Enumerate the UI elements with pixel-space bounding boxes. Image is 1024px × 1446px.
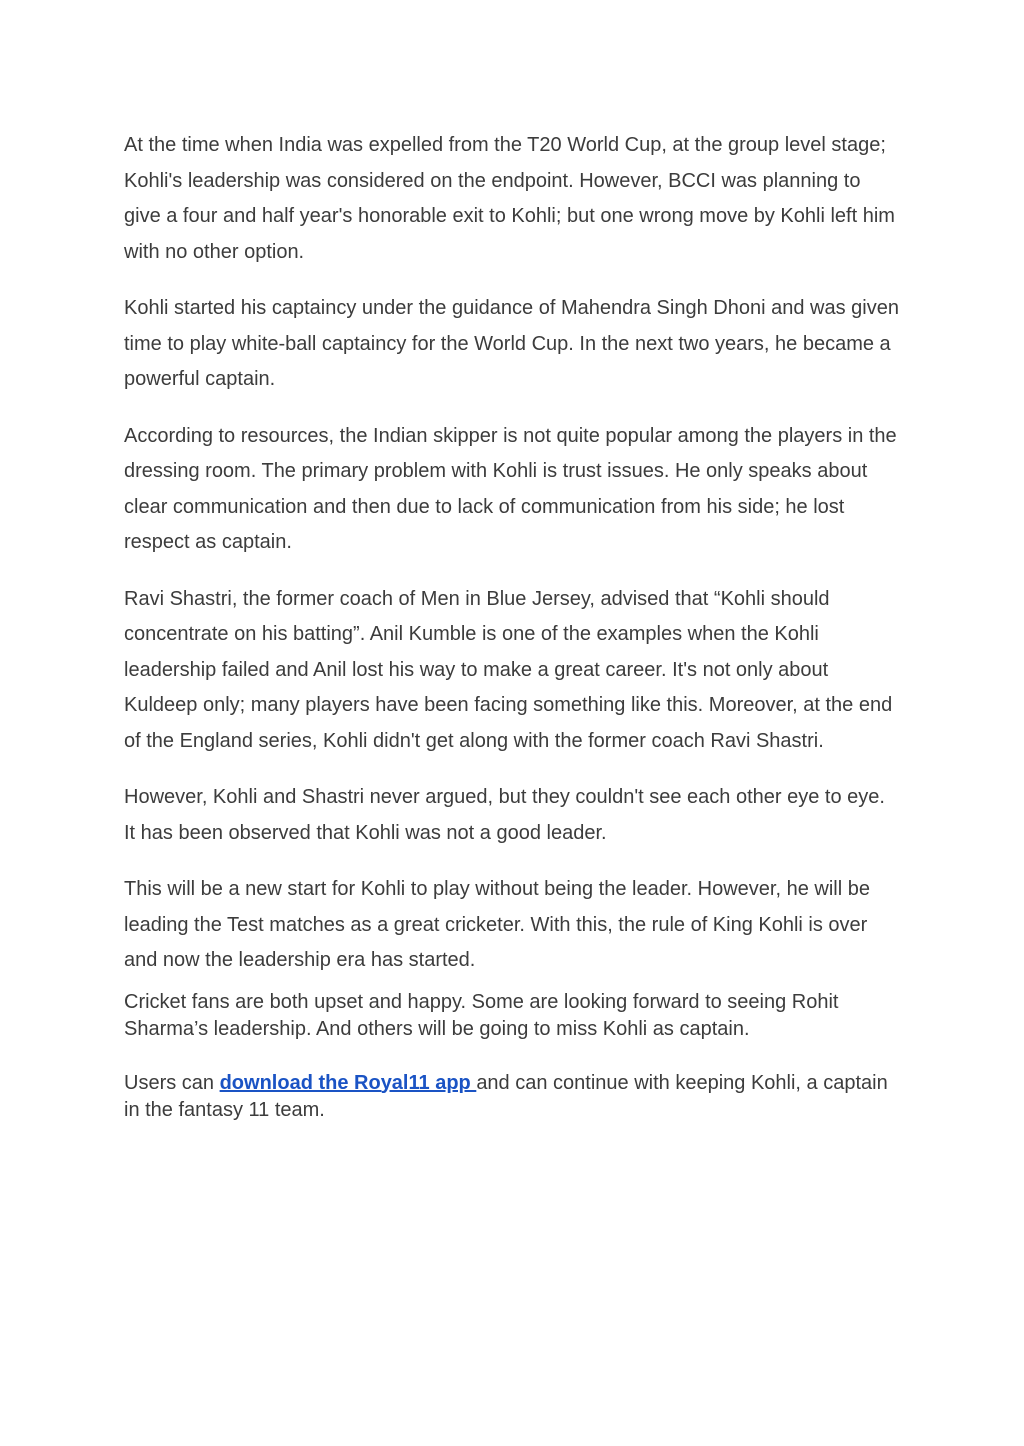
paragraph-download-cta xyxy=(124,1070,900,1124)
cta-text-before: Users can xyxy=(124,1071,220,1094)
paragraph-world-cup-exit: At the time when India was expelled from the T20 World Cup, at the group level stage; Kohli's leadership was considered on the endpoint. However, BCCI was planning to give a four and half year's honorable exit to Kohli; but one wrong move by Kohli left him with no other option. xyxy=(124,134,895,263)
paragraph-ravi-shastri: Ravi Shastri, the former coach of Men in Blue Jersey, advised that “Kohli should concentrate on his batting”. Anil Kumble is one of the examples when the Kohli leadership failed and Anil lost his way to make a great career. It's not only about Kuldeep only; many players have been facing something like this. Moreover, at the end of the England series, Kohli didn't get along with the former coach Ravi Shastri. xyxy=(124,587,893,752)
paragraph-captaincy-start: Kohli started his captaincy under the guidance of Mahendra Singh Dhoni and was given time to play white-ball captaincy for the World Cup. In the next two years, he became a powerful captain. xyxy=(124,297,899,390)
cta-text-after: and can continue with keeping Kohli, a captain in the fantasy 11 team. xyxy=(124,1071,888,1121)
paragraph-dressing-room: According to resources, the Indian skipper is not quite popular among the players in the dressing room. The primary problem with Kohli is trust issues. He only speaks about clear communication and then due to lack of communication from his side; he lost respect as captain. xyxy=(124,424,897,553)
paragraph-kohli-shastri: However, Kohli and Shastri never argued, but they couldn't see each other eye to eye. It has been observed that Kohli was not a good leader. xyxy=(124,786,885,844)
paragraph-new-start: This will be a new start for Kohli to play without being the leader. However, he will be leading the Test matches as a great cricketer. With this, the rule of King Kohli is over and now the leadership era has started. xyxy=(124,878,870,971)
paragraph-cricket-fans: Cricket fans are both upset and happy. Some are looking forward to seeing Rohit Sharma’s leadership. And others will be going to miss Kohli as captain. xyxy=(124,990,839,1040)
download-royal11-link[interactable]: download the Royal11 app xyxy=(219,1071,477,1094)
document-body xyxy=(124,128,900,1124)
